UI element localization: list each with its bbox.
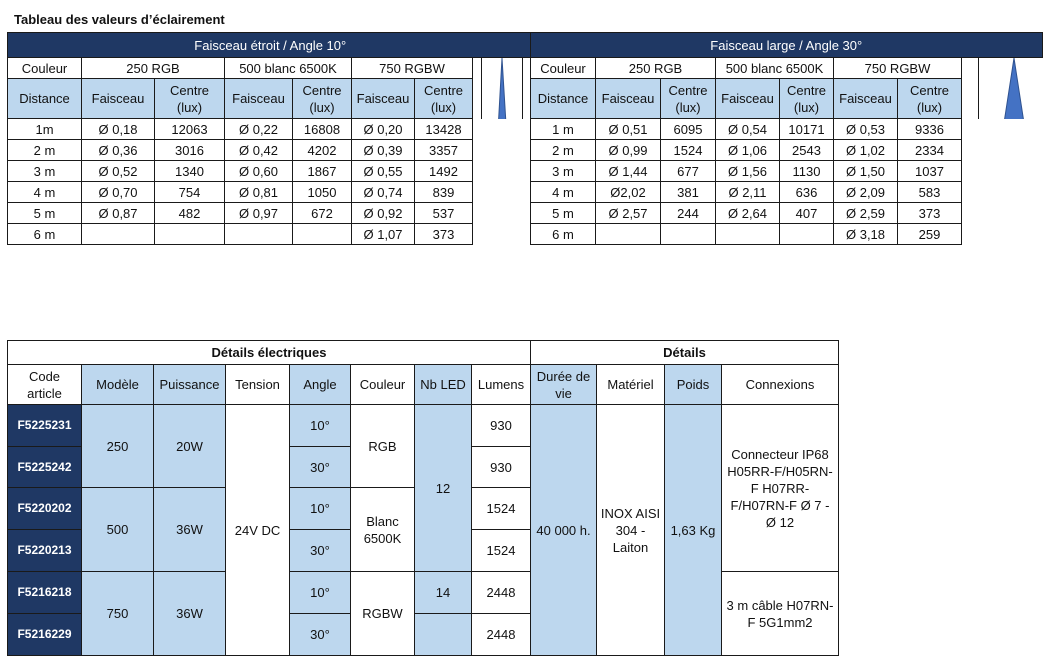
faisceau-cell: Ø 0,36: [82, 140, 155, 161]
table-row: [8, 119, 534, 140]
distance-cell: 4 m: [531, 182, 596, 203]
narrow-header: Faisceau étroit / Angle 10°: [8, 33, 534, 58]
faisceau-cell: Ø 0,74: [352, 182, 415, 203]
centre-cell: [155, 224, 225, 245]
centre-cell: 9336: [898, 119, 962, 140]
centre-cell: 839: [415, 182, 473, 203]
centre-cell: 677: [661, 161, 716, 182]
col-nbled: Nb LED: [415, 365, 472, 405]
faisceau-cell: Ø 0,20: [352, 119, 415, 140]
angle-cell: 10°: [290, 488, 351, 530]
col-couleur: Couleur: [351, 365, 415, 405]
faisceau-label: Faisceau: [596, 79, 661, 119]
col-angle: Angle: [290, 365, 351, 405]
table-row: [8, 140, 534, 161]
faisceau-cell: Ø 2,64: [716, 203, 780, 224]
faisceau-cell: Ø 0,55: [352, 161, 415, 182]
wide-beam-icon: [979, 58, 1042, 119]
distance-cell: 1 m: [531, 119, 596, 140]
faisceau-label: Faisceau: [352, 79, 415, 119]
color-header: 500 blanc 6500K: [225, 58, 352, 79]
code-cell: F5216218: [8, 572, 82, 614]
faisceau-cell: Ø 1,50: [834, 161, 898, 182]
color-label: Couleur: [8, 58, 82, 79]
modele-cell: 750: [82, 572, 154, 656]
centre-cell: 672: [293, 203, 352, 224]
faisceau-cell: Ø 0,97: [225, 203, 293, 224]
faisceau-cell: [82, 224, 155, 245]
tension-cell: 24V DC: [226, 405, 290, 656]
centre-cell: 3016: [155, 140, 225, 161]
code-cell: F5220202: [8, 488, 82, 530]
table-row: [531, 224, 1043, 245]
distance-cell: 6 m: [531, 224, 596, 245]
faisceau-cell: Ø 0,92: [352, 203, 415, 224]
color-header: 500 blanc 6500K: [716, 58, 834, 79]
electrical-header: Détails électriques: [8, 341, 531, 365]
centre-cell: 1340: [155, 161, 225, 182]
angle-cell: 10°: [290, 405, 351, 447]
faisceau-label: Faisceau: [225, 79, 293, 119]
col-connexions: Connexions: [722, 365, 839, 405]
distance-cell: 1m: [8, 119, 82, 140]
connexions-cell: 3 m câble H07RN-F 5G1mm2: [722, 572, 839, 656]
table-row: [8, 182, 534, 203]
centre-label: Centre (lux): [661, 79, 716, 119]
col-poids: Poids: [665, 365, 722, 405]
faisceau-cell: Ø 1,06: [716, 140, 780, 161]
centre-cell: 373: [898, 203, 962, 224]
puissance-cell: 20W: [154, 405, 226, 488]
lumens-cell: 1524: [472, 488, 531, 530]
distance-cell: 4 m: [8, 182, 82, 203]
centre-cell: 13428: [415, 119, 473, 140]
centre-cell: [293, 224, 352, 245]
centre-cell: 636: [780, 182, 834, 203]
table-row: [531, 182, 1043, 203]
nbled-cell: 14: [415, 572, 472, 614]
col-tension: Tension: [226, 365, 290, 405]
centre-cell: 407: [780, 203, 834, 224]
centre-label: Centre (lux): [155, 79, 225, 119]
lumens-cell: 930: [472, 447, 531, 488]
table-row: [531, 140, 1043, 161]
lumens-cell: 930: [472, 405, 531, 447]
faisceau-cell: Ø 2,59: [834, 203, 898, 224]
faisceau-cell: Ø 0,18: [82, 119, 155, 140]
code-cell: F5220213: [8, 530, 82, 572]
table-row: [531, 161, 1043, 182]
puissance-cell: 36W: [154, 488, 226, 572]
faisceau-cell: Ø 0,42: [225, 140, 293, 161]
faisceau-cell: Ø 0,60: [225, 161, 293, 182]
faisceau-cell: Ø 0,22: [225, 119, 293, 140]
distance-label: Distance: [531, 79, 596, 119]
centre-cell: 754: [155, 182, 225, 203]
centre-cell: 16808: [293, 119, 352, 140]
couleur-cell: Blanc 6500K: [351, 488, 415, 572]
table-row: [8, 224, 534, 245]
angle-cell: 30°: [290, 614, 351, 656]
faisceau-cell: [225, 224, 293, 245]
col-duree: Durée de vie: [531, 365, 597, 405]
modele-cell: 500: [82, 488, 154, 572]
duree-cell: 40 000 h.: [531, 405, 597, 656]
distance-cell: 2 m: [8, 140, 82, 161]
faisceau-cell: Ø 1,02: [834, 140, 898, 161]
details-header: Détails: [531, 341, 839, 365]
table-row: [531, 119, 1043, 140]
centre-cell: 583: [898, 182, 962, 203]
color-label: Couleur: [531, 58, 596, 79]
color-header: 750 RGBW: [834, 58, 962, 79]
faisceau-label: Faisceau: [834, 79, 898, 119]
faisceau-cell: Ø 0,51: [596, 119, 661, 140]
angle-cell: 30°: [290, 530, 351, 572]
faisceau-cell: Ø 2,57: [596, 203, 661, 224]
centre-cell: 537: [415, 203, 473, 224]
lumens-cell: 2448: [472, 572, 531, 614]
faisceau-label: Faisceau: [716, 79, 780, 119]
faisceau-cell: Ø 1,56: [716, 161, 780, 182]
wide-beam-table: [530, 32, 1043, 245]
distance-cell: 3 m: [531, 161, 596, 182]
distance-cell: 5 m: [8, 203, 82, 224]
centre-cell: 373: [415, 224, 473, 245]
faisceau-cell: Ø 0,52: [82, 161, 155, 182]
faisceau-cell: Ø 2,11: [716, 182, 780, 203]
faisceau-cell: [716, 224, 780, 245]
table-row: [8, 203, 534, 224]
centre-label: Centre (lux): [780, 79, 834, 119]
connexions-cell: Connecteur IP68 H05RR-F/H05RN-F H07RR-F/H07RN-F Ø 7 - Ø 12: [722, 405, 839, 572]
faisceau-cell: Ø 1,07: [352, 224, 415, 245]
table-row: [531, 203, 1043, 224]
distance-cell: 5 m: [531, 203, 596, 224]
col-lumens: Lumens: [472, 365, 531, 405]
faisceau-cell: Ø 0,39: [352, 140, 415, 161]
lumens-cell: 2448: [472, 614, 531, 656]
faisceau-cell: Ø2,02: [596, 182, 661, 203]
centre-cell: 12063: [155, 119, 225, 140]
code-cell: F5225231: [8, 405, 82, 447]
page-title: Tableau des valeurs d’éclairement: [14, 12, 225, 27]
nbled-cell-empty: [415, 614, 472, 656]
col-code: Code article: [8, 365, 82, 405]
narrow-beam-diagram: [473, 58, 534, 119]
distance-label: Distance: [8, 79, 82, 119]
col-modele: Modèle: [82, 365, 154, 405]
col-materiel: Matériel: [597, 365, 665, 405]
code-cell: F5225242: [8, 447, 82, 488]
faisceau-cell: Ø 1,44: [596, 161, 661, 182]
centre-cell: 1492: [415, 161, 473, 182]
centre-label: Centre (lux): [415, 79, 473, 119]
narrow-beam-table: [7, 32, 534, 245]
faisceau-cell: Ø 0,53: [834, 119, 898, 140]
faisceau-cell: Ø 2,09: [834, 182, 898, 203]
centre-label: Centre (lux): [898, 79, 962, 119]
centre-cell: [661, 224, 716, 245]
centre-cell: 259: [898, 224, 962, 245]
lumens-cell: 1524: [472, 530, 531, 572]
angle-cell: 30°: [290, 447, 351, 488]
centre-cell: 1867: [293, 161, 352, 182]
centre-cell: 1037: [898, 161, 962, 182]
faisceau-cell: Ø 3,18: [834, 224, 898, 245]
electrical-details-table: [7, 340, 839, 656]
poids-cell: 1,63 Kg: [665, 405, 722, 656]
centre-cell: 1130: [780, 161, 834, 182]
centre-cell: [780, 224, 834, 245]
code-cell: F5216229: [8, 614, 82, 656]
couleur-cell: RGBW: [351, 572, 415, 656]
faisceau-cell: Ø 0,54: [716, 119, 780, 140]
distance-cell: 6 m: [8, 224, 82, 245]
centre-cell: 381: [661, 182, 716, 203]
centre-cell: 2543: [780, 140, 834, 161]
centre-cell: 2334: [898, 140, 962, 161]
materiel-cell: INOX AISI 304 - Laiton: [597, 405, 665, 656]
centre-cell: 10171: [780, 119, 834, 140]
couleur-cell: RGB: [351, 405, 415, 488]
distance-cell: 3 m: [8, 161, 82, 182]
faisceau-cell: Ø 0,87: [82, 203, 155, 224]
puissance-cell: 36W: [154, 572, 226, 656]
col-puissance: Puissance: [154, 365, 226, 405]
centre-cell: 244: [661, 203, 716, 224]
centre-cell: 6095: [661, 119, 716, 140]
centre-cell: 1050: [293, 182, 352, 203]
modele-cell: 250: [82, 405, 154, 488]
angle-cell: 10°: [290, 572, 351, 614]
faisceau-cell: Ø 0,99: [596, 140, 661, 161]
centre-cell: 482: [155, 203, 225, 224]
narrow-beam-icon: [482, 58, 522, 119]
centre-cell: 3357: [415, 140, 473, 161]
nbled-cell: 12: [415, 405, 472, 572]
distance-cell: 2 m: [531, 140, 596, 161]
wide-beam-diagram: [962, 58, 1043, 119]
centre-cell: 1524: [661, 140, 716, 161]
faisceau-label: Faisceau: [82, 79, 155, 119]
color-header: 250 RGB: [82, 58, 225, 79]
centre-label: Centre (lux): [293, 79, 352, 119]
faisceau-cell: Ø 0,70: [82, 182, 155, 203]
table-row: [8, 161, 534, 182]
faisceau-cell: Ø 0,81: [225, 182, 293, 203]
centre-cell: 4202: [293, 140, 352, 161]
color-header: 750 RGBW: [352, 58, 473, 79]
faisceau-cell: [596, 224, 661, 245]
color-header: 250 RGB: [596, 58, 716, 79]
wide-header: Faisceau large / Angle 30°: [531, 33, 1043, 58]
